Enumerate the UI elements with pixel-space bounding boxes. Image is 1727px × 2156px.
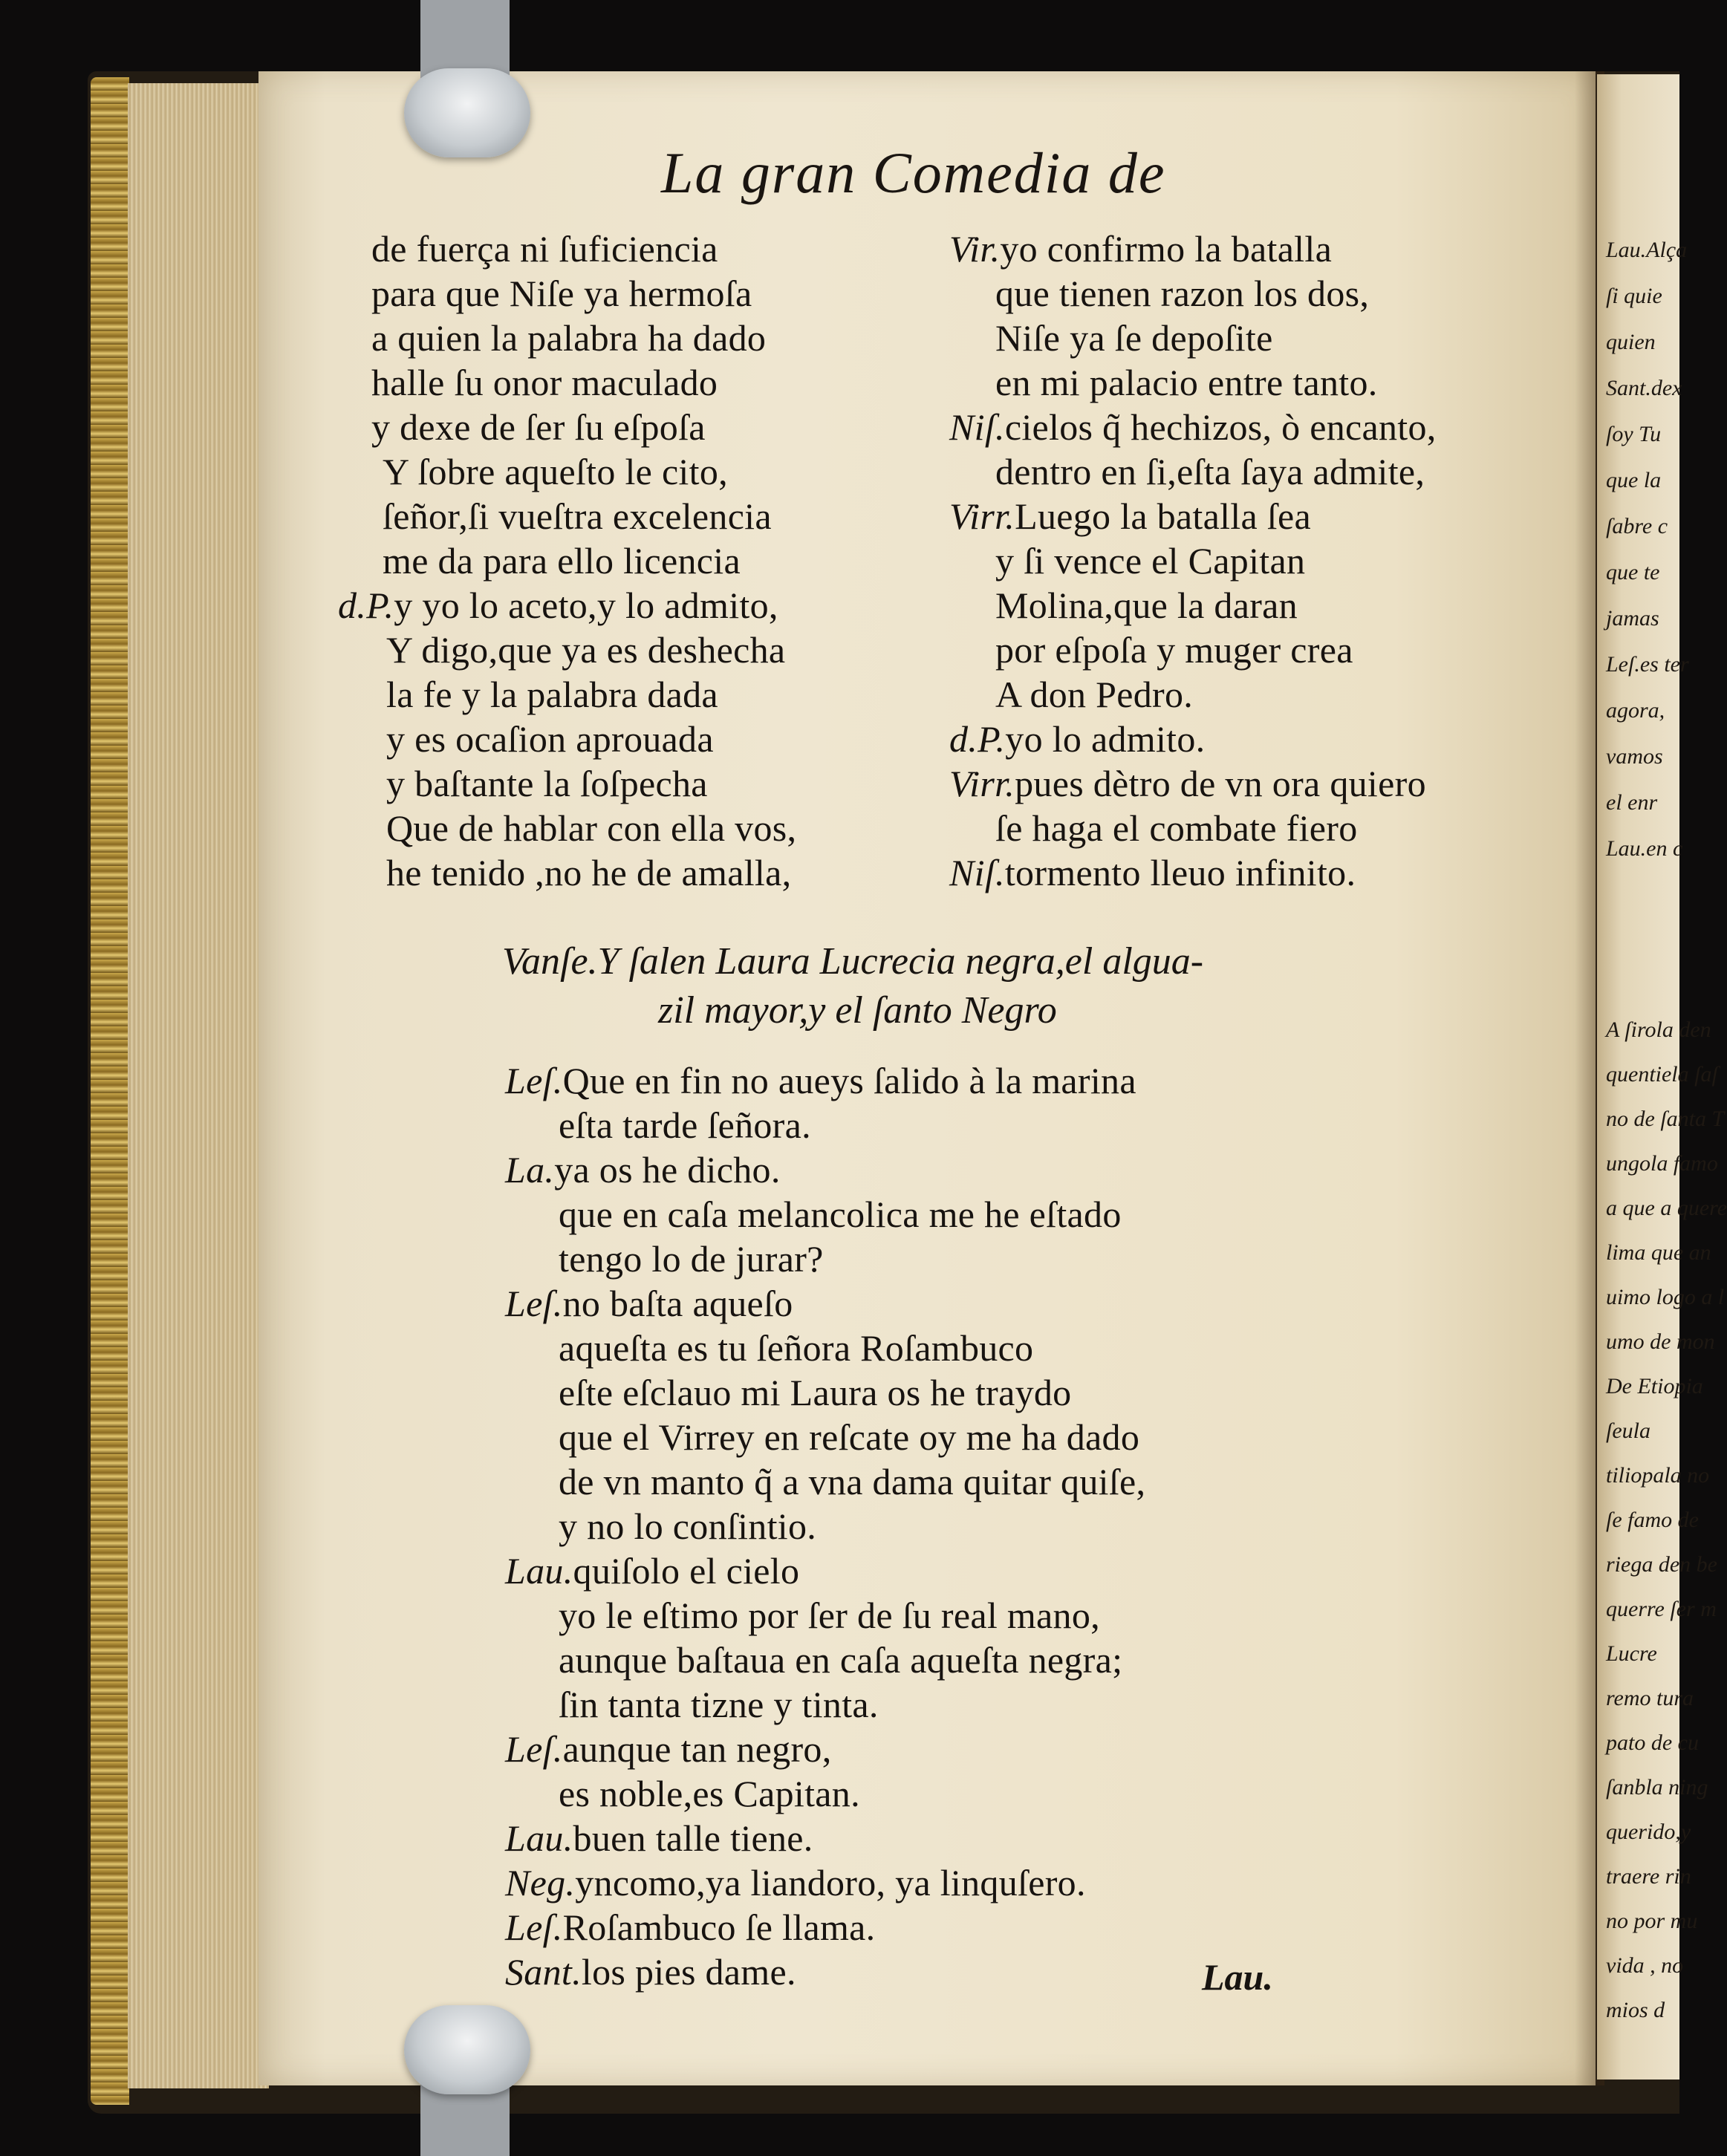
line-text: a quien la palabra ha dado	[371, 317, 767, 359]
verse-line	[949, 717, 1205, 761]
facing-page-fragment: remo tura	[1606, 1686, 1694, 1710]
verse-line	[371, 360, 718, 405]
facing-page-fragment: jamas	[1606, 606, 1659, 631]
line-text: no baſta aqueſo	[562, 1283, 793, 1324]
facing-page-fragment: quentiela ſaſ	[1606, 1062, 1718, 1087]
speaker-label: Vir.	[949, 228, 1001, 270]
verse-line	[995, 538, 1305, 583]
line-text: para que Niſe ya hermoſa	[371, 273, 752, 314]
facing-page-fragment: lima que an	[1606, 1240, 1711, 1265]
verse-line	[559, 1771, 860, 1816]
line-text: yncomo,ya liandoro, ya linquſero.	[575, 1862, 1086, 1903]
facing-page-fragment: De Etiopia	[1606, 1374, 1703, 1398]
verse-line	[338, 583, 778, 628]
verse-line	[559, 1237, 824, 1281]
verse-line	[383, 449, 728, 494]
facing-page-fragment: Sant.dex	[1606, 376, 1682, 400]
speaker-label: Leſ.	[505, 1728, 563, 1770]
facing-page-fragment: A ſirola den	[1606, 1017, 1711, 1042]
top-clip-pad	[404, 68, 530, 157]
verse-line	[383, 538, 741, 583]
verse-line	[386, 806, 796, 850]
line-text: y baſtante la ſoſpecha	[386, 763, 708, 804]
speaker-label: La.	[505, 1149, 555, 1191]
verse-line	[949, 850, 1356, 895]
facing-page-fragment: Lau.en c	[1606, 836, 1683, 861]
facing-page-fragment: a que a quere	[1606, 1196, 1727, 1220]
facing-page-fragment: no por mu	[1606, 1909, 1698, 1933]
facing-page-fragment: pato de cu	[1606, 1730, 1699, 1755]
line-text: por eſpoſa y muger crea	[995, 629, 1353, 671]
facing-page-fragment: no de ſanta T	[1606, 1107, 1725, 1131]
line-text: Molina,que la daran	[995, 584, 1298, 626]
facing-page-fragment: quien	[1606, 330, 1656, 354]
verse-line	[559, 1192, 1122, 1237]
facing-page-fragment: traere rin	[1606, 1864, 1691, 1889]
speaker-label: Leſ.	[505, 1060, 563, 1101]
line-text: halle ſu onor maculado	[371, 362, 718, 403]
facing-page-fragment: el enr	[1606, 790, 1658, 815]
verse-line	[386, 672, 718, 717]
facing-page-fragment: agora,	[1606, 698, 1665, 723]
verse-line	[559, 1326, 1033, 1370]
line-text: yo le eſtimo por ſer de ſu real mano,	[559, 1595, 1100, 1636]
speaker-label: d.P.	[338, 584, 394, 626]
speaker-label: Niſ.	[949, 406, 1005, 448]
verse-line	[995, 628, 1353, 672]
line-text: eſta tarde ſeñora.	[559, 1104, 811, 1146]
verse-line	[559, 1370, 1071, 1415]
line-text: ſin tanta tizne y tinta.	[559, 1684, 879, 1725]
verse-line	[505, 1058, 1136, 1103]
line-text: he tenido ,no he de amalla,	[386, 852, 792, 893]
facing-page-fragment: Lucre	[1606, 1641, 1657, 1666]
facing-page-fragment: ſeula	[1606, 1419, 1650, 1443]
line-text: me da para ello licencia	[383, 540, 741, 582]
catchword: Lau.	[1202, 1956, 1273, 1998]
speaker-label: d.P.	[949, 718, 1006, 760]
facing-page-fragment: riega den be	[1606, 1552, 1717, 1577]
facing-page-fragment: ſi quie	[1606, 284, 1662, 308]
verse-line	[559, 1504, 816, 1548]
speaker-label: Leſ.	[505, 1283, 563, 1324]
line-text: y ſi vence el Capitan	[995, 540, 1306, 582]
verse-line	[505, 1147, 781, 1192]
line-text: que tienen razon los dos,	[995, 273, 1370, 314]
verse-line	[995, 806, 1358, 850]
verse-line	[505, 1816, 813, 1860]
facing-page-edge	[1597, 74, 1727, 2080]
verse-line	[559, 1415, 1139, 1459]
stage-direction-line: Vanſe.Y ſalen Laura Lucrecia negra,el algua-	[502, 940, 1204, 983]
speaker-label: Niſ.	[949, 852, 1005, 893]
line-text: ya os he dicho.	[554, 1149, 781, 1191]
verse-line	[371, 227, 718, 271]
verse-line	[995, 672, 1193, 717]
verse-line	[386, 628, 785, 672]
verse-line	[505, 1905, 875, 1950]
line-text: ſeñor,ſi vueſtra excelencia	[383, 495, 772, 537]
verse-line	[505, 1950, 796, 1994]
verse-line	[371, 405, 706, 449]
line-text: Y ſobre aqueſto le cito,	[383, 451, 728, 492]
stage-direction-line: zil mayor,y el ſanto Negro	[658, 989, 1057, 1032]
verse-line	[386, 761, 708, 806]
line-text: y dexe de ſer ſu eſpoſa	[371, 406, 706, 448]
line-text: que en caſa melancolica me he eſtado	[559, 1193, 1122, 1235]
verse-line	[995, 360, 1378, 405]
speaker-label: Lau.	[505, 1550, 573, 1592]
facing-page-fragment: ſe famo de	[1606, 1508, 1699, 1532]
verse-line	[505, 1548, 799, 1593]
line-text: buen talle tiene.	[573, 1817, 813, 1859]
line-text: quiſolo el cielo	[573, 1550, 800, 1592]
verse-line	[386, 717, 714, 761]
facing-page-fragment: vida , no	[1606, 1953, 1684, 1978]
line-text: y es ocaſion aprouada	[386, 718, 714, 760]
line-text: A don Pedro.	[995, 674, 1194, 715]
verse-line	[949, 405, 1437, 449]
verse-line	[995, 583, 1298, 628]
verse-line	[559, 1682, 879, 1727]
facing-page-fragment: tiliopala no	[1606, 1463, 1710, 1488]
verse-line	[949, 494, 1311, 538]
line-text: de fuerça ni ſuficiencia	[371, 228, 718, 270]
facing-page-fragment: mios d	[1606, 1998, 1665, 2022]
line-text: y no lo conſintio.	[559, 1505, 817, 1547]
verse-line	[386, 850, 791, 895]
verse-line	[559, 1103, 811, 1147]
line-text: cielos q̃ hechizos, ò encanto,	[1004, 406, 1437, 448]
speaker-label: Lau.	[505, 1817, 573, 1859]
verse-line	[995, 316, 1273, 360]
line-text: Que de hablar con ella vos,	[386, 807, 797, 849]
line-text: eſte eſclauo mi Laura os he traydo	[559, 1372, 1072, 1413]
facing-page-fragment: Leſ.es ter	[1606, 652, 1689, 677]
speaker-label: Neg.	[505, 1862, 576, 1903]
line-text: la fe y la palabra dada	[386, 674, 718, 715]
page-stack	[128, 83, 269, 2088]
verse-line	[995, 449, 1425, 494]
line-text: tormento lleuo infinito.	[1004, 852, 1356, 893]
bottom-clip-pad	[404, 2005, 530, 2094]
line-text: que el Virrey en reſcate oy me ha dado	[559, 1416, 1140, 1458]
line-text: Niſe ya ſe depoſite	[995, 317, 1273, 359]
line-text: aunque tan negro,	[562, 1728, 832, 1770]
verse-line	[505, 1727, 832, 1771]
line-text: yo lo admito.	[1005, 718, 1206, 760]
line-text: en mi palacio entre tanto.	[995, 362, 1378, 403]
facing-page-fragment: ſanbla ning	[1606, 1775, 1708, 1800]
line-text: Y digo,que ya es deshecha	[386, 629, 786, 671]
facing-page-fragment: vamos	[1606, 744, 1663, 769]
verse-line	[559, 1593, 1100, 1638]
line-text: dentro en ſi,eſta ſaya admite,	[995, 451, 1425, 492]
verse-line	[995, 271, 1369, 316]
line-text: los pies dame.	[581, 1951, 796, 1993]
line-text: Luego la batalla ſea	[1015, 495, 1311, 537]
facing-page-fragment: querre ſer m	[1606, 1597, 1717, 1621]
line-text: aqueſta es tu ſeñora Roſambuco	[559, 1327, 1034, 1369]
speaker-label: Leſ.	[505, 1906, 563, 1948]
facing-page-fragment: ungola famo	[1606, 1151, 1718, 1176]
facing-page-fragment: ſoy Tu	[1606, 422, 1662, 446]
line-text: Roſambuco ſe llama.	[562, 1906, 876, 1948]
verse-line	[505, 1281, 793, 1326]
verse-line	[559, 1459, 1145, 1504]
line-text: de vn manto q̃ a vna dama quitar quiſe,	[559, 1461, 1146, 1502]
facing-page-fragment: uimo logo a l	[1606, 1285, 1725, 1309]
line-text: pues dètro de vn ora quiero	[1015, 763, 1426, 804]
verse-line	[371, 316, 766, 360]
facing-page-fragment: que la	[1606, 468, 1662, 492]
verse-line	[371, 271, 752, 316]
facing-page-fragment: Lau.Alça	[1606, 238, 1688, 262]
line-text: es noble,es Capitan.	[559, 1773, 860, 1814]
facing-page-fragment: ſabre c	[1606, 514, 1668, 538]
line-text: y yo lo aceto,y lo admito,	[394, 584, 778, 626]
verse-line	[559, 1638, 1122, 1682]
facing-page-fragment: umo de mon	[1606, 1329, 1715, 1354]
speaker-label: Virr.	[949, 763, 1015, 804]
line-text: Que en fin no aueys ſalido à la marina	[562, 1060, 1136, 1101]
verse-line	[383, 494, 772, 538]
line-text: ſe haga el combate fiero	[995, 807, 1358, 849]
speaker-label: Virr.	[949, 495, 1015, 537]
speaker-label: Sant.	[505, 1951, 582, 1993]
page-title: La gran Comedia de	[661, 140, 1166, 205]
verse-line	[949, 227, 1332, 271]
verse-line	[949, 761, 1426, 806]
facing-page-fragment: que te	[1606, 560, 1660, 584]
gilt-page-edge	[91, 77, 129, 2105]
line-text: aunque baſtaua en caſa aqueſta negra;	[559, 1639, 1123, 1681]
line-text: tengo lo de jurar?	[559, 1238, 824, 1280]
verse-line	[505, 1860, 1086, 1905]
facing-page-fragment: querido,y	[1606, 1820, 1691, 1844]
line-text: yo confirmo la batalla	[1000, 228, 1333, 270]
